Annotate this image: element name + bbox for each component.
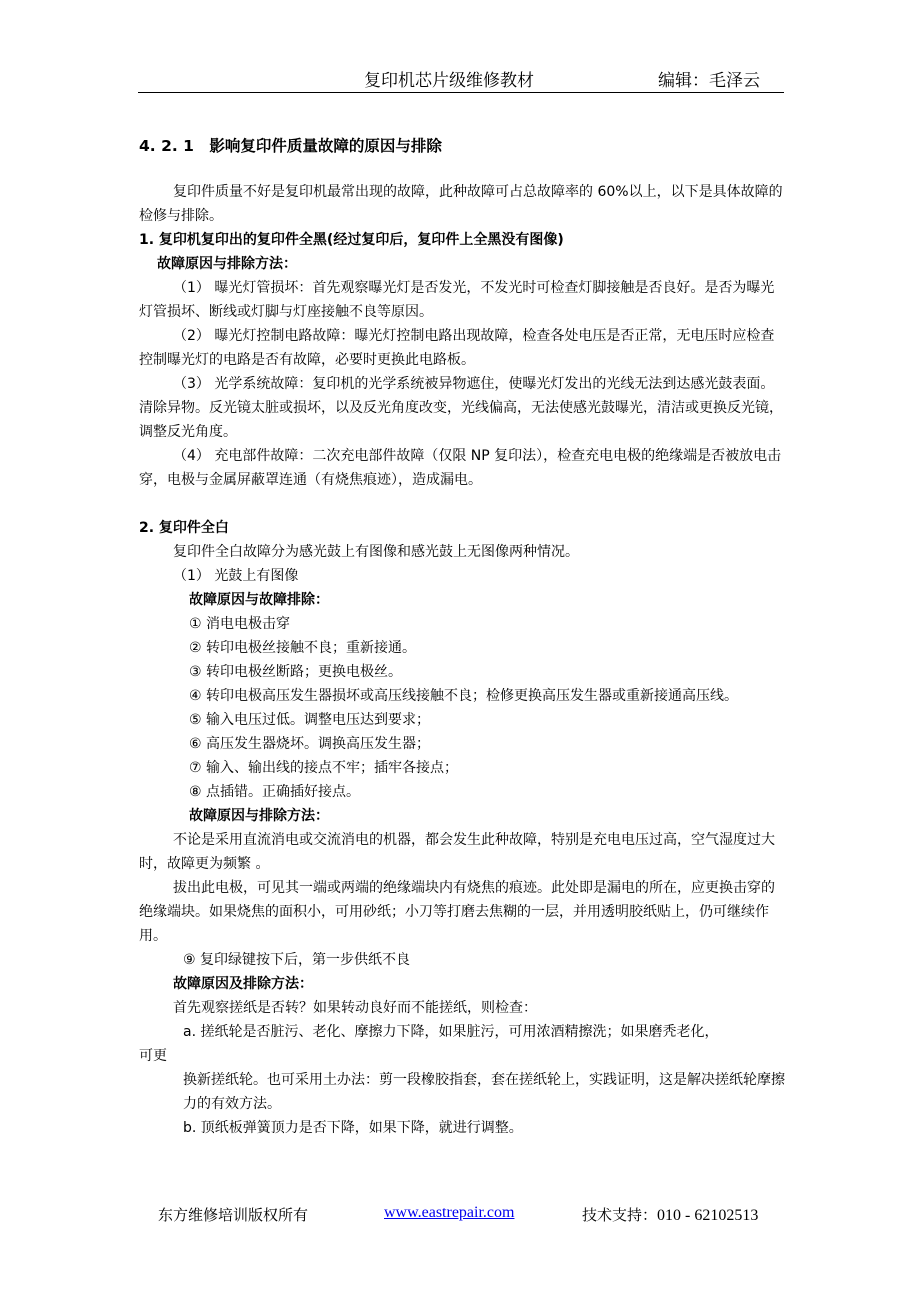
list-item: ⑧ 点插错。正确插好接点。 — [189, 784, 361, 800]
document-body — [139, 134, 787, 1140]
item2-subheading: 故障原因及排除方法： — [173, 976, 313, 992]
footer-website-link[interactable]: www.eastrepair.com — [384, 1204, 515, 1221]
spacer — [139, 492, 787, 516]
item2-case1: （1） 光鼓上有图像 — [173, 568, 299, 584]
check-item-a-continuation: 换新搓纸轮。也可采用土办法：剪一段橡胶指套，套在搓纸轮上，实践证明，这是解决搓纸轮摩擦力的有效方法。 — [183, 1072, 785, 1112]
support-number: 010 - 62102513 — [657, 1207, 759, 1224]
item1-subheading: 故障原因与排除方法： — [157, 256, 297, 272]
list-item: ① 消电电极击穿 — [189, 616, 291, 632]
footer-support — [582, 1204, 758, 1225]
check-item-a: a. 搓纸轮是否脏污、老化、摩擦力下降，如果脏污，可用浓酒精擦洗；如果磨秃老化， — [183, 1024, 719, 1040]
item2-subheading: 故障原因与故障排除： — [189, 592, 329, 608]
item1-point: （1） 曝光灯管损坏：首先观察曝光灯是否发光，不发光时可检查灯脚接触是否良好。是否为曝光灯管损坏、断线或灯脚与灯座接触不良等原因。 — [139, 280, 775, 320]
item1-heading: 1. 复印机复印出的复印件全黑(经过复印后，复印件上全黑没有图像) — [139, 232, 564, 248]
item2-intro: 复印件全白故障分为感光鼓上有图像和感光鼓上无图像两种情况。 — [173, 544, 579, 560]
list-item: ④ 转印电极高压发生器损坏或高压线接触不良；检修更换高压发生器或重新接通高压线。 — [189, 688, 738, 704]
item1-point: （4） 充电部件故障：二次充电部件故障（仅限 NP 复印法），检查充电电极的绝缘端是否被放电击穿，电极与金属屏蔽罩连通（有烧焦痕迹），造成漏电。 — [139, 448, 782, 488]
page-header — [138, 66, 784, 93]
item1-point: （3） 光学系统故障：复印机的光学系统被异物遮住，使曝光灯发出的光线无法到达感光鼓表面。清除异物。反光镜太脏或损坏，以及反光角度改变，光线偏高，无法使感光鼓曝光，清洁或更换反光镜，调整反光角度。 — [139, 376, 783, 440]
list-item: ⑤ 输入电压过低。调整电压达到要求； — [189, 712, 430, 728]
check-item-a-wrap: 可更 — [139, 1048, 167, 1064]
item2-subheading: 故障原因与排除方法： — [189, 808, 329, 824]
support-label: 技术支持： — [582, 1206, 658, 1224]
list-item: ⑨ 复印绿键按下后，第一步供纸不良 — [183, 952, 411, 968]
list-item: ⑥ 高压发生器烧坏。调换高压发生器； — [189, 736, 430, 752]
header-title: 复印机芯片级维修教材 — [364, 71, 534, 91]
intro-paragraph: 复印件质量不好是复印机最常出现的故障，此种故障可占总故障率的 60%以上，以下是具体故障的检修与排除。 — [139, 184, 783, 224]
item2-paragraph: 首先观察搓纸是否转？如果转动良好而不能搓纸，则检查： — [173, 1000, 537, 1016]
footer-copyright: 东方维修培训版权所有 — [158, 1206, 309, 1224]
item2-heading: 2. 复印件全白 — [139, 520, 229, 536]
page-footer — [0, 1204, 920, 1228]
item2-paragraph: 拔出此电极，可见其一端或两端的绝缘端块内有烧焦的痕迹。此处即是漏电的所在，应更换击穿的绝缘端块。如果烧焦的面积小，可用砂纸；小刀等打磨去焦糊的一层，并用透明胶纸贴上，仍可继续作用。 — [139, 880, 775, 944]
list-item: ② 转印电极丝接触不良；重新接通。 — [189, 640, 417, 656]
item1-point: （2） 曝光灯控制电路故障：曝光灯控制电路出现故障，检查各处电压是否正常，无电压时应检查控制曝光灯的电路是否有故障，必要时更换此电路板。 — [139, 328, 775, 368]
section-title: 4. 2. 1 影响复印件质量故障的原因与排除 — [139, 137, 442, 155]
list-item: ⑦ 输入、输出线的接点不牢；插牢各接点； — [189, 760, 458, 776]
item2-paragraph: 不论是采用直流消电或交流消电的机器，都会发生此种故障，特别是充电电压过高，空气湿度过大时，故障更为频繁 。 — [139, 832, 775, 872]
header-editor: 编辑：毛泽云 — [658, 71, 760, 91]
check-item-b: b. 顶纸板弹簧顶力是否下降，如果下降，就进行调整。 — [183, 1120, 523, 1136]
list-item: ③ 转印电极丝断路；更换电极丝。 — [189, 664, 403, 680]
